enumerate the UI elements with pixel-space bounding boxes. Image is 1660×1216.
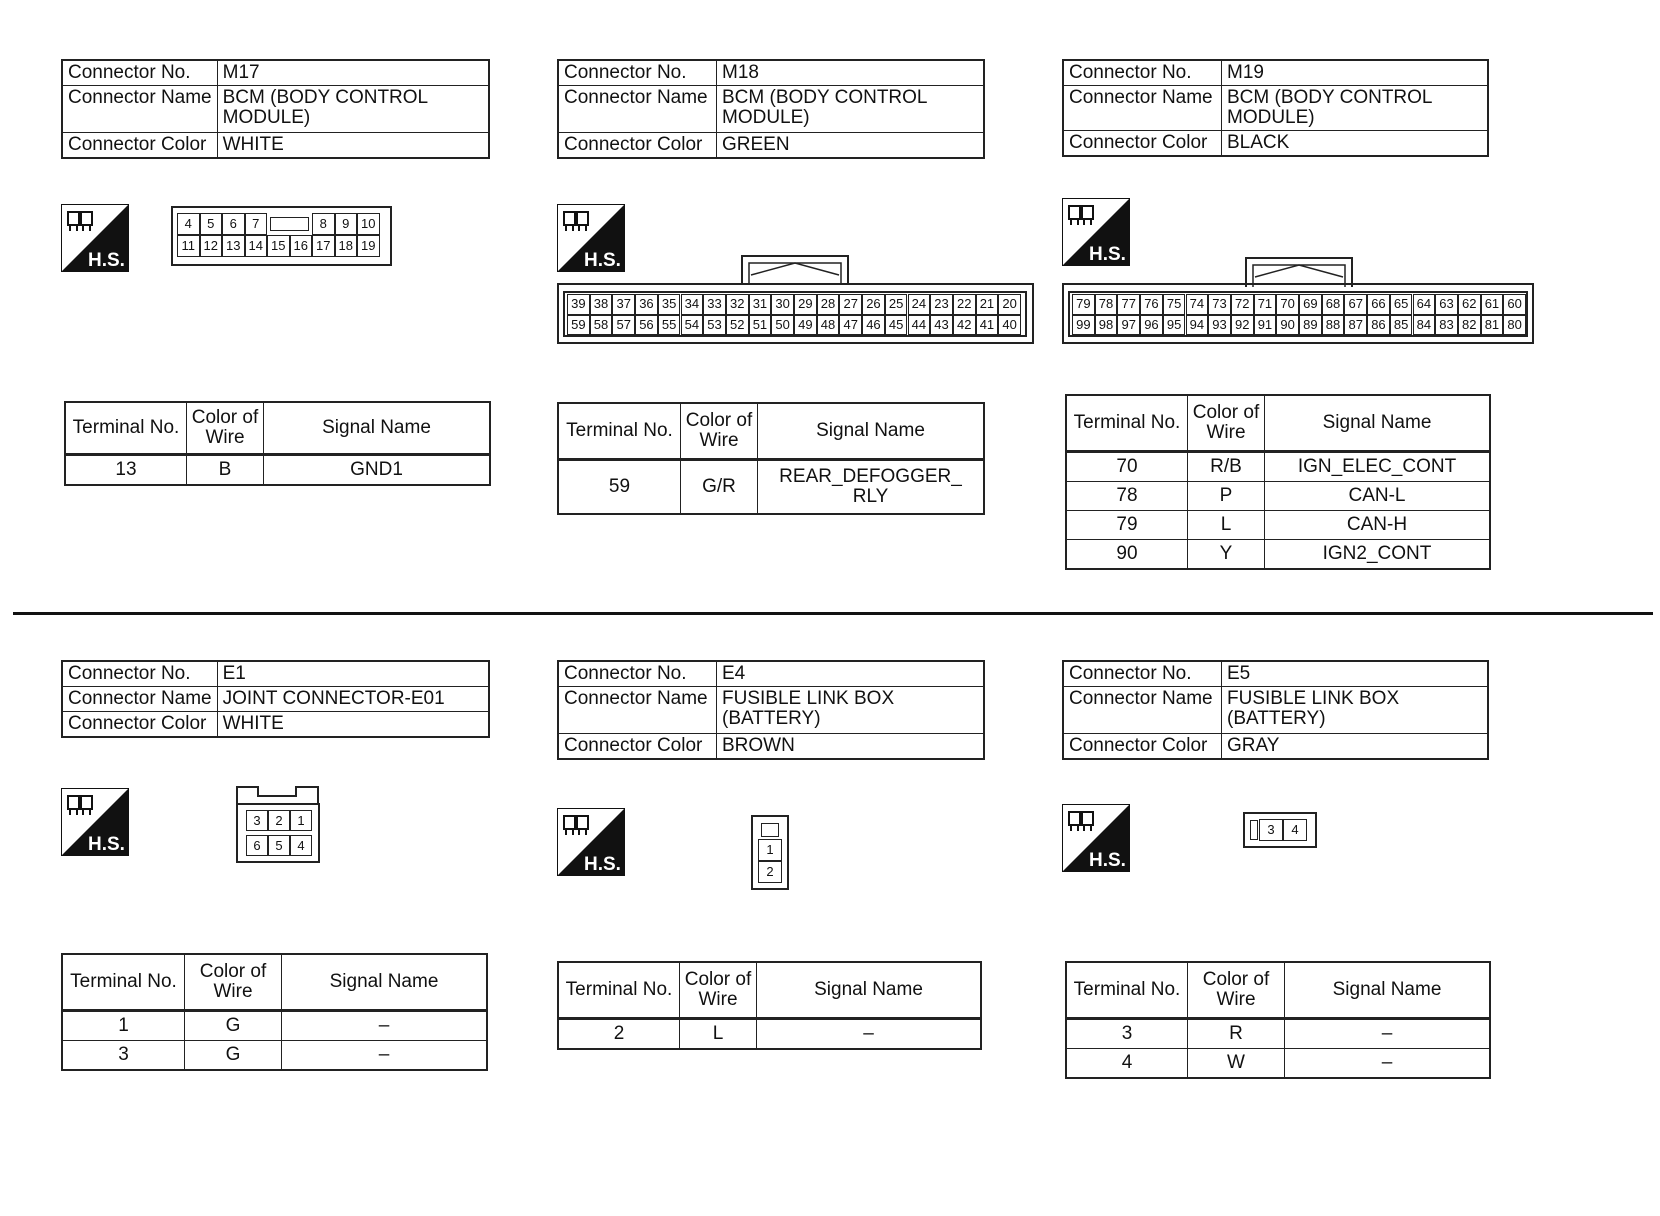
pin-cell: 65: [1390, 294, 1413, 315]
terminal-no-cell: 79: [1066, 511, 1188, 540]
hs-harness-side-icon: [1062, 198, 1130, 266]
terminal-table-m19: [1065, 394, 1491, 570]
table-row: [1066, 1049, 1490, 1079]
connector-no-label: Connector No.: [558, 661, 717, 687]
signal-name-cell: CAN-H: [1265, 511, 1491, 540]
key-slot: [761, 823, 779, 837]
pin-cell: 99: [1072, 315, 1095, 336]
pin-cell: 18: [335, 235, 358, 257]
connector-color-value: WHITE: [217, 133, 489, 159]
pin-cell: 4: [1283, 819, 1307, 841]
pin-cell: 52: [726, 315, 749, 336]
connector-info-m19: [1062, 59, 1489, 157]
signal-name-header: Signal Name: [1285, 962, 1491, 1019]
pin-cell: 29: [794, 294, 817, 315]
terminal-no-header: Terminal No.: [558, 962, 680, 1019]
terminal-table-m18: [557, 402, 985, 515]
terminal-no-cell: 1: [62, 1011, 185, 1041]
wire-color-cell: W: [1188, 1049, 1285, 1079]
pin-cell: 77: [1117, 294, 1140, 315]
terminal-table-e5: [1065, 961, 1491, 1079]
hs-label: H.S.: [1089, 850, 1126, 871]
terminal-no-cell: 78: [1066, 482, 1188, 511]
connector-no-value: E5: [1222, 661, 1489, 687]
pin-cell: 2: [758, 861, 782, 883]
terminal-table-e4: [557, 961, 982, 1050]
connector-latch-m19: [1245, 257, 1353, 287]
table-row: [558, 460, 984, 515]
pin-cell: 81: [1481, 315, 1504, 336]
connector-color-value: WHITE: [217, 712, 489, 738]
signal-name-header: Signal Name: [264, 402, 491, 455]
pin-cell: 67: [1344, 294, 1367, 315]
signal-name-cell: –: [1285, 1049, 1491, 1079]
pin-cell: 2: [268, 810, 290, 831]
pin-cell: 68: [1322, 294, 1345, 315]
connector-name-label: Connector Name: [62, 687, 217, 712]
pin-cell: 8: [312, 213, 335, 235]
pin-cell: 5: [268, 835, 290, 856]
pin-cell: 87: [1344, 315, 1367, 336]
terminal-no-cell: 59: [558, 460, 681, 515]
connector-no-label: Connector No.: [558, 60, 717, 86]
connector-name-label: Connector Name: [558, 687, 717, 734]
connector-no-value: E4: [717, 661, 985, 687]
pin-cell: 57: [612, 315, 635, 336]
connector-name-label: Connector Name: [1063, 687, 1222, 734]
pin-cell: 6: [222, 213, 245, 235]
table-row: [1066, 540, 1490, 570]
pin-cell: 47: [839, 315, 862, 336]
color-of-wire-header: Color of Wire: [187, 402, 264, 455]
pin-cell: 22: [953, 294, 976, 315]
terminal-no-cell: 4: [1066, 1049, 1188, 1079]
signal-name-cell: –: [282, 1041, 488, 1071]
connector-no-label: Connector No.: [62, 661, 217, 687]
pin-cell: 89: [1299, 315, 1322, 336]
connector-no-label: Connector No.: [1063, 60, 1222, 86]
pin-cell: 16: [290, 235, 313, 257]
pin-cell: 32: [726, 294, 749, 315]
wire-color-cell: R: [1188, 1019, 1285, 1049]
key-slot: [270, 217, 309, 231]
pin-cell: 33: [703, 294, 726, 315]
pin-cell: 7: [245, 213, 268, 235]
pin-cell: 30: [771, 294, 794, 315]
terminal-no-header: Terminal No.: [558, 403, 681, 460]
terminal-no-header: Terminal No.: [1066, 962, 1188, 1019]
connector-face-e5: [1243, 812, 1317, 848]
pin-cell: 39: [567, 294, 590, 315]
connector-info-m17: [61, 59, 490, 159]
table-row: [558, 1019, 981, 1050]
hs-harness-side-icon: [61, 788, 129, 856]
connector-face-e4: [751, 815, 789, 890]
connector-color-value: GREEN: [717, 133, 985, 159]
pin-cell: 6: [246, 835, 268, 856]
pin-cell: 63: [1435, 294, 1458, 315]
terminal-no-cell: 70: [1066, 452, 1188, 482]
connector-color-label: Connector Color: [1063, 734, 1222, 760]
connector-name-label: Connector Name: [558, 86, 717, 133]
hs-harness-side-icon: [61, 204, 129, 272]
connector-color-label: Connector Color: [558, 133, 717, 159]
wire-color-cell: G: [185, 1041, 282, 1071]
pin-cell: 1: [758, 839, 782, 861]
pin-cell: 64: [1413, 294, 1436, 315]
connector-name-value: BCM (BODY CONTROL MODULE): [717, 86, 985, 133]
pin-cell: 48: [817, 315, 840, 336]
pin-cell: 28: [817, 294, 840, 315]
pin-cell: 62: [1458, 294, 1481, 315]
pin-cell: 79: [1072, 294, 1095, 315]
pin-cell: 20: [998, 294, 1021, 315]
pin-cell: 36: [635, 294, 658, 315]
connector-name-value: BCM (BODY CONTROL MODULE): [217, 86, 489, 133]
pin-cell: 40: [998, 315, 1021, 336]
pin-cell: 10: [357, 213, 380, 235]
wire-color-cell: G/R: [681, 460, 758, 515]
pin-cell: 35: [658, 294, 681, 315]
connector-face-m18: [563, 291, 1027, 337]
pin-cell: 51: [749, 315, 772, 336]
wire-color-cell: Y: [1188, 540, 1265, 570]
wire-color-cell: B: [187, 455, 264, 486]
pin-cell: 71: [1254, 294, 1277, 315]
connector-color-value: GRAY: [1222, 734, 1489, 760]
hs-label: H.S.: [584, 854, 621, 875]
color-of-wire-header: Color of Wire: [680, 962, 757, 1019]
table-row: [1066, 452, 1490, 482]
hs-label: H.S.: [1089, 244, 1126, 265]
hs-harness-side-icon: [557, 204, 625, 272]
pin-cell: 56: [635, 315, 658, 336]
pin-cell: 59: [567, 315, 590, 336]
signal-name-header: Signal Name: [757, 962, 982, 1019]
pin-cell: 54: [681, 315, 704, 336]
pin-cell: 45: [885, 315, 908, 336]
pin-cell: 58: [590, 315, 613, 336]
pin-cell: 95: [1163, 315, 1186, 336]
connector-info-m18: [557, 59, 985, 159]
pin-cell: 80: [1503, 315, 1526, 336]
pin-cell: 4: [177, 213, 200, 235]
signal-name-cell: IGN_ELEC_CONT: [1265, 452, 1491, 482]
terminal-no-cell: 2: [558, 1019, 680, 1050]
hs-harness-side-icon: [557, 808, 625, 876]
pin-cell: 24: [908, 294, 931, 315]
pin-cell: 17: [312, 235, 335, 257]
terminal-table-e1: [61, 953, 488, 1071]
pin-cell: 21: [976, 294, 999, 315]
pin-cell: 76: [1140, 294, 1163, 315]
section-divider: [13, 612, 1653, 615]
connector-info-e1: [61, 660, 490, 738]
connector-no-label: Connector No.: [1063, 661, 1222, 687]
color-of-wire-header: Color of Wire: [1188, 962, 1285, 1019]
connector-info-e5: [1062, 660, 1489, 760]
pin-cell: 9: [335, 213, 358, 235]
table-row: [1066, 482, 1490, 511]
color-of-wire-header: Color of Wire: [1188, 395, 1265, 452]
connector-name-value: BCM (BODY CONTROL MODULE): [1222, 86, 1489, 131]
pin-cell: 66: [1367, 294, 1390, 315]
pin-cell: 27: [839, 294, 862, 315]
wire-color-cell: P: [1188, 482, 1265, 511]
connector-latch-m18: [741, 255, 849, 285]
pin-cell: 90: [1276, 315, 1299, 336]
signal-name-cell: –: [282, 1011, 488, 1041]
pin-cell: 4: [290, 835, 312, 856]
pin-cell: 26: [862, 294, 885, 315]
hs-label: H.S.: [88, 834, 125, 855]
color-of-wire-header: Color of Wire: [185, 954, 282, 1011]
pin-cell: 44: [908, 315, 931, 336]
terminal-no-header: Terminal No.: [62, 954, 185, 1011]
pin-cell: 84: [1413, 315, 1436, 336]
pin-cell: 86: [1367, 315, 1390, 336]
pin-cell: 13: [222, 235, 245, 257]
pin-cell: 92: [1231, 315, 1254, 336]
pin-cell: 3: [1259, 819, 1283, 841]
pin-cell: 34: [681, 294, 704, 315]
connector-name-value: FUSIBLE LINK BOX (BATTERY): [717, 687, 985, 734]
pin-cell: 75: [1163, 294, 1186, 315]
pin-cell: 31: [749, 294, 772, 315]
pin-cell: 5: [200, 213, 223, 235]
pin-cell: 41: [976, 315, 999, 336]
terminal-no-cell: 3: [1066, 1019, 1188, 1049]
terminal-no-cell: 90: [1066, 540, 1188, 570]
pin-cell: 60: [1503, 294, 1526, 315]
terminal-no-cell: 13: [65, 455, 187, 486]
signal-name-cell: REAR_DEFOGGER_ RLY: [758, 460, 985, 515]
pin-cell: 15: [267, 235, 290, 257]
pin-cell: 3: [246, 810, 268, 831]
connector-no-value: M19: [1222, 60, 1489, 86]
connector-no-label: Connector No.: [62, 60, 217, 86]
pin-cell: 96: [1140, 315, 1163, 336]
pin-cell: 1: [290, 810, 312, 831]
pin-cell: 97: [1117, 315, 1140, 336]
terminal-no-cell: 3: [62, 1041, 185, 1071]
table-row: [1066, 511, 1490, 540]
pin-cell: 23: [930, 294, 953, 315]
connector-no-value: E1: [217, 661, 489, 687]
pin-cell: 46: [862, 315, 885, 336]
hs-label: H.S.: [88, 250, 125, 271]
wire-color-cell: L: [1188, 511, 1265, 540]
pin-cell: 85: [1390, 315, 1413, 336]
table-row: [62, 1041, 487, 1071]
connector-color-value: BLACK: [1222, 131, 1489, 157]
connector-color-label: Connector Color: [558, 734, 717, 760]
connector-name-label: Connector Name: [1063, 86, 1222, 131]
wire-color-cell: R/B: [1188, 452, 1265, 482]
pin-cell: 61: [1481, 294, 1504, 315]
table-row: [1066, 1019, 1490, 1049]
connector-no-value: M17: [217, 60, 489, 86]
pin-cell: 78: [1095, 294, 1118, 315]
connector-color-label: Connector Color: [1063, 131, 1222, 157]
pin-cell: 73: [1208, 294, 1231, 315]
pin-cell: 19: [357, 235, 380, 257]
terminal-no-header: Terminal No.: [65, 402, 187, 455]
table-row: [65, 455, 490, 486]
pin-cell: 88: [1322, 315, 1345, 336]
signal-name-cell: –: [1285, 1019, 1491, 1049]
pin-cell: 38: [590, 294, 613, 315]
signal-name-cell: CAN-L: [1265, 482, 1491, 511]
pin-cell: 83: [1435, 315, 1458, 336]
color-of-wire-header: Color of Wire: [681, 403, 758, 460]
pin-cell: 98: [1095, 315, 1118, 336]
signal-name-cell: GND1: [264, 455, 491, 486]
signal-name-header: Signal Name: [282, 954, 488, 1011]
connector-info-e4: [557, 660, 985, 760]
connector-color-label: Connector Color: [62, 133, 217, 159]
signal-name-cell: –: [757, 1019, 982, 1050]
terminal-table-m17: [64, 401, 491, 486]
connector-no-value: M18: [717, 60, 985, 86]
pin-cell: 12: [200, 235, 223, 257]
connector-color-label: Connector Color: [62, 712, 217, 738]
connector-color-value: BROWN: [717, 734, 985, 760]
pin-cell: 82: [1458, 315, 1481, 336]
pin-cell: 43: [930, 315, 953, 336]
connector-face-m17: [171, 206, 392, 266]
hs-label: H.S.: [584, 250, 621, 271]
pin-cell: 91: [1254, 315, 1277, 336]
connector-latch-e1: [236, 786, 320, 804]
signal-name-cell: IGN2_CONT: [1265, 540, 1491, 570]
wire-color-cell: G: [185, 1011, 282, 1041]
pin-cell: 42: [953, 315, 976, 336]
pin-cell: 93: [1208, 315, 1231, 336]
connector-name-value: JOINT CONNECTOR-E01: [217, 687, 489, 712]
signal-name-header: Signal Name: [758, 403, 985, 460]
key-slot: [1250, 820, 1258, 840]
terminal-no-header: Terminal No.: [1066, 395, 1188, 452]
connector-name-label: Connector Name: [62, 86, 217, 133]
pin-cell: 69: [1299, 294, 1322, 315]
pin-cell: 14: [245, 235, 268, 257]
pin-cell: 94: [1186, 315, 1209, 336]
connector-face-m19: [1068, 291, 1528, 337]
pin-cell: 55: [658, 315, 681, 336]
signal-name-header: Signal Name: [1265, 395, 1491, 452]
pin-cell: 70: [1276, 294, 1299, 315]
pin-cell: 37: [612, 294, 635, 315]
pin-cell: 50: [771, 315, 794, 336]
pin-cell: 49: [794, 315, 817, 336]
pin-cell: 53: [703, 315, 726, 336]
table-row: [62, 1011, 487, 1041]
connector-face-e1: [236, 803, 320, 863]
connector-name-value: FUSIBLE LINK BOX (BATTERY): [1222, 687, 1489, 734]
pin-cell: 72: [1231, 294, 1254, 315]
pin-cell: 25: [885, 294, 908, 315]
pin-cell: 11: [177, 235, 200, 257]
hs-harness-side-icon: [1062, 804, 1130, 872]
wire-color-cell: L: [680, 1019, 757, 1050]
pin-cell: 74: [1186, 294, 1209, 315]
